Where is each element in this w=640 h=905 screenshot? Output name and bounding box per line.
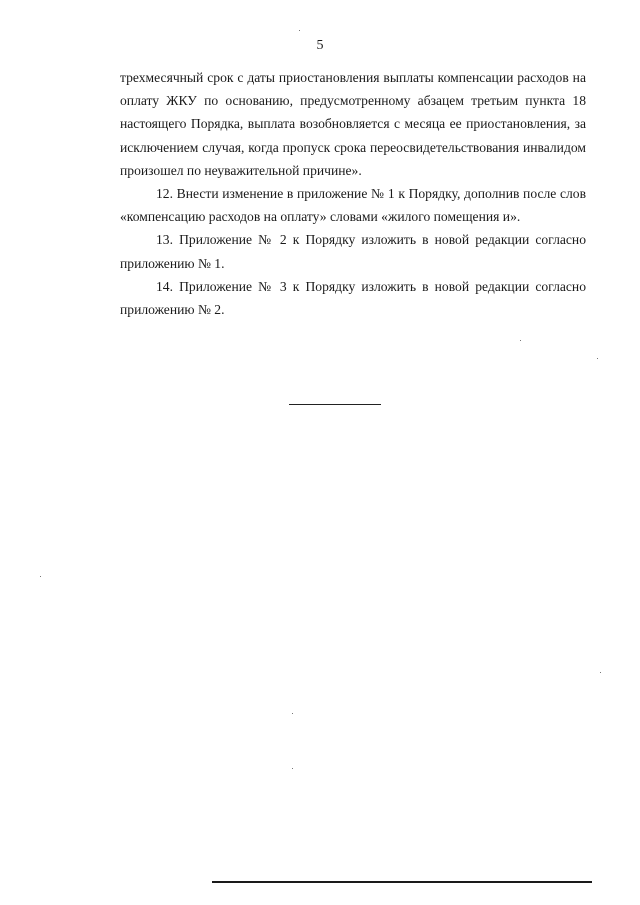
page-number: 5	[316, 38, 324, 53]
scan-speck	[597, 358, 598, 359]
paragraph-item-13: 13. Приложение № 2 к Порядку изложить в новой редакции согласно приложению № 1.	[120, 232, 586, 271]
scan-speck	[520, 340, 521, 341]
scan-speck	[292, 768, 293, 769]
paragraph-item-14: 14. Приложение № 3 к Порядку изложить в новой редакции согласно приложению № 2.	[120, 278, 586, 318]
bottom-rule-line	[212, 881, 592, 883]
scan-speck	[299, 30, 300, 31]
paragraph-continuation: трехмесячный срок с даты приостановления выплаты компенсации расходов на оплату ЖКУ по основанию, предусмотренному абзацем третьим пункта 18 настоящего Порядка, выплата возобновляется с месяца ее приостановления, за исключением случая, когда пропуск срока переосвидетельствования инвалидом произошел по неуважительной причине».	[120, 70, 586, 178]
document-body	[120, 66, 586, 321]
paragraph-item-12: 12. Внести изменение в приложение № 1 к Порядку, дополнив после слов «компенсацию расходов на оплату» словами «жилого помещения и».	[120, 186, 586, 225]
scan-speck	[40, 576, 41, 577]
end-separator-line	[289, 404, 381, 405]
scan-speck	[600, 672, 601, 673]
scan-speck	[292, 713, 293, 714]
